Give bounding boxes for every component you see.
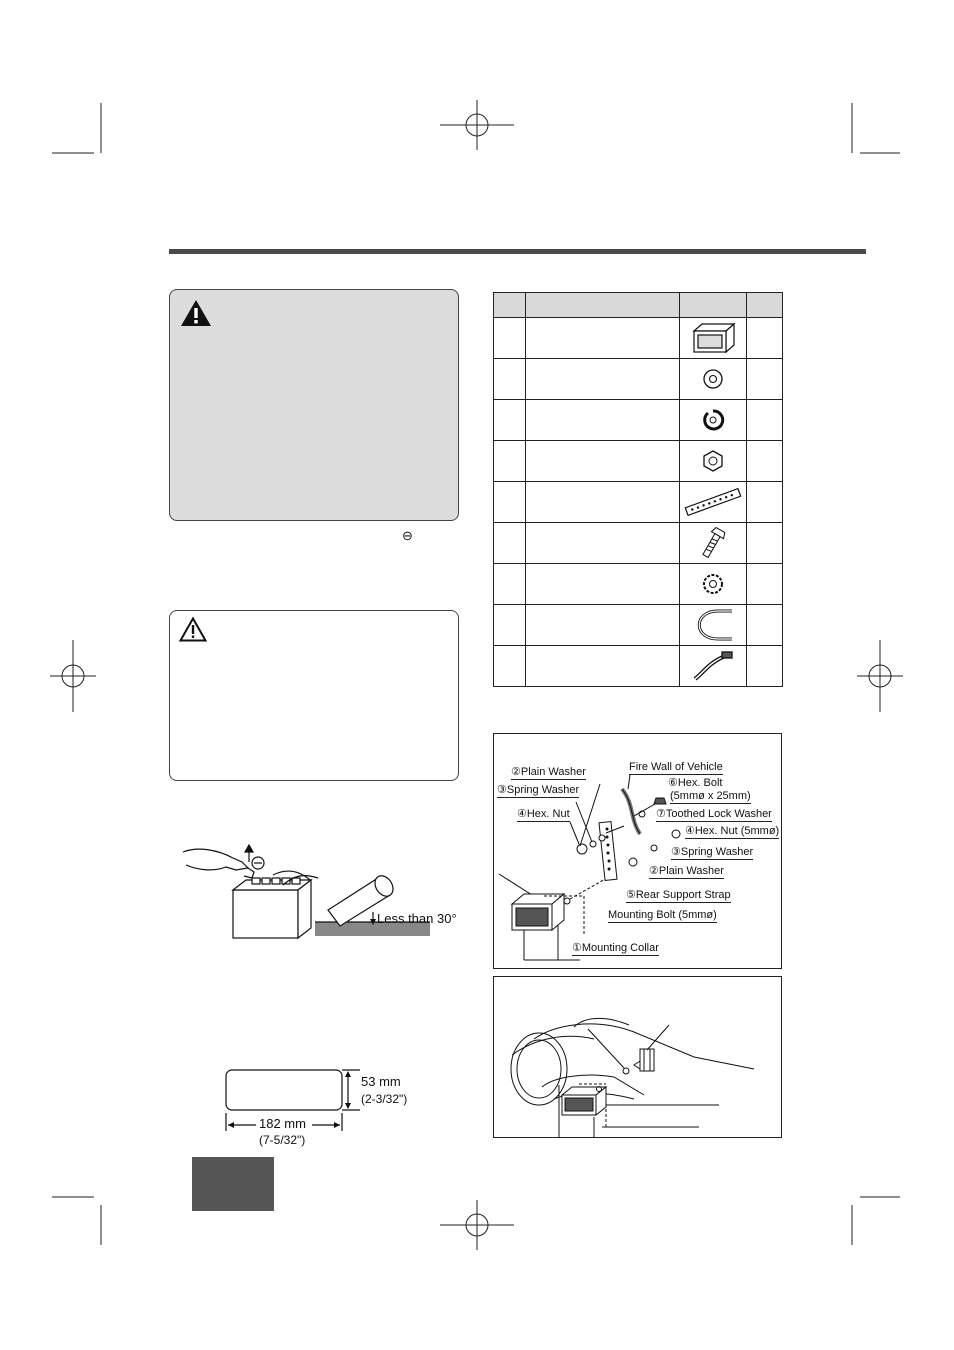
dashboard-installation-diagram	[493, 976, 782, 1138]
parts-table	[493, 292, 783, 687]
caution-icon	[179, 617, 207, 642]
rear-support-diagram	[493, 733, 782, 969]
spring-washer-icon	[700, 407, 726, 433]
label-mounting-collar: ①Mounting Collar	[572, 942, 659, 954]
warning-box	[169, 289, 459, 521]
width-mm-label: 182 mm	[259, 1116, 306, 1131]
hex-bolt-icon	[698, 526, 728, 560]
table-row	[494, 523, 783, 564]
removal-tool-icon	[688, 607, 738, 643]
hex-nut-icon	[700, 448, 726, 474]
label-mounting-bolt: Mounting Bolt (5mmø)	[608, 909, 717, 921]
label-hex-nut-5mm: ④Hex. Nut (5mmø)	[685, 825, 780, 837]
page-number-tab	[192, 1157, 274, 1211]
height-mm-label: 53 mm	[361, 1074, 401, 1089]
label-fire-wall: Fire Wall of Vehicle	[629, 761, 723, 773]
header-rule	[169, 249, 866, 254]
height-inch-label: (2-3/32")	[361, 1092, 408, 1106]
width-inch-label: (7-5/32")	[259, 1133, 306, 1147]
battery-disconnect-illustration	[178, 840, 457, 950]
negative-terminal-symbol: ⊖	[402, 528, 413, 543]
label-spring-washer-2: ③Spring Washer	[671, 846, 754, 858]
plain-washer-icon	[700, 366, 726, 392]
label-hex-nut: ④Hex. Nut	[517, 808, 570, 820]
rear-support-strap-icon	[683, 487, 743, 517]
table-row	[494, 646, 783, 687]
table-row	[494, 482, 783, 523]
table-row	[494, 605, 783, 646]
parts-table-header	[494, 293, 783, 318]
label-toothed-lock-washer: ⑦Toothed Lock Washer	[656, 808, 772, 820]
label-plain-washer-2: ②Plain Washer	[649, 865, 724, 877]
table-row	[494, 564, 783, 605]
table-row	[494, 359, 783, 400]
toothed-lock-washer-icon	[700, 571, 726, 597]
power-lead-icon	[688, 648, 738, 684]
table-row	[494, 400, 783, 441]
table-row	[494, 318, 783, 359]
label-hex-bolt: ⑥Hex. Bolt	[668, 777, 723, 789]
mounting-collar-icon	[690, 321, 736, 355]
label-plain-washer: ②Plain Washer	[511, 766, 586, 778]
angle-label: Less than 30°	[377, 911, 457, 926]
caution-box	[169, 610, 459, 781]
label-rear-support-strap: ⑤Rear Support Strap	[626, 889, 731, 901]
warning-icon	[180, 299, 212, 327]
dashboard-drawing	[494, 977, 783, 1139]
label-hex-bolt-size: (5mmø x 25mm)	[670, 790, 751, 802]
table-row	[494, 441, 783, 482]
label-spring-washer: ③Spring Washer	[497, 784, 580, 796]
